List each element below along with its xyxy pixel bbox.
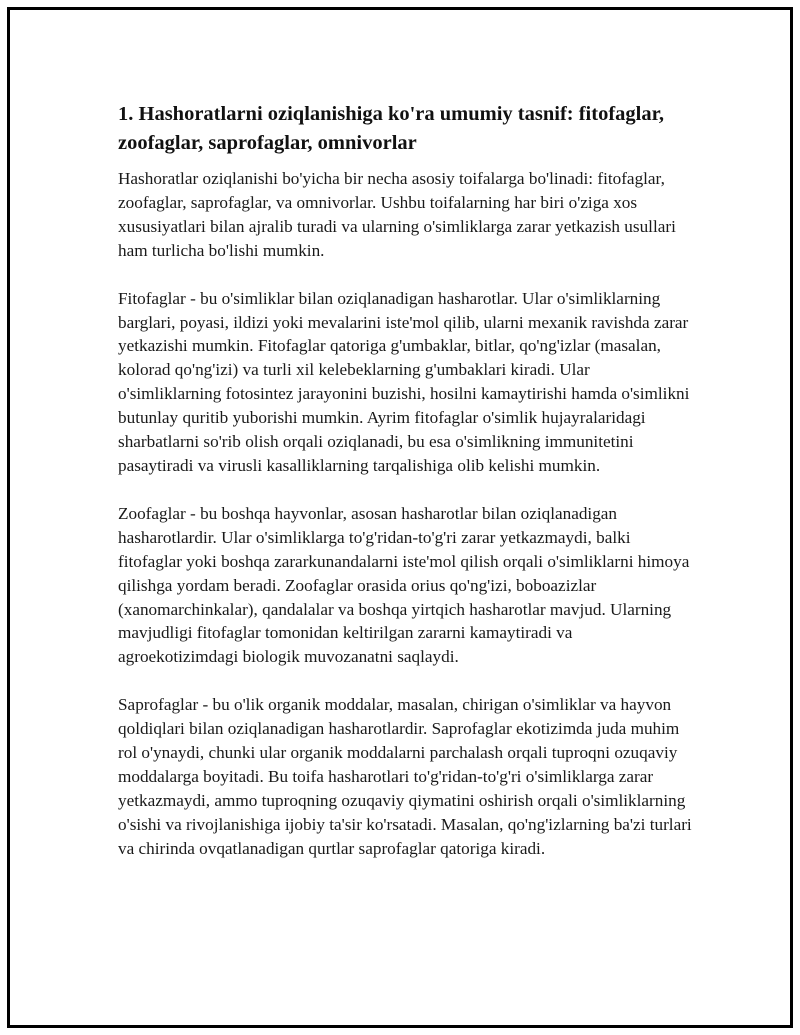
paragraph-fitofaglar: Fitofaglar - bu o'simliklar bilan oziqlanadigan hasharotlar. Ular o'simliklarning barglari, poyasi, ildizi yoki mevalarini iste'mol qilib, ularni mexanik ravishda zarar yetkazishi mumkin. Fitofaglar qatoriga g'umbaklar, bitlar, qo'ng'izlar (masalan, kolorad qo'ng'izi) va turli xil kelebeklarning g'umbaklari kiradi. Ular o'simliklarning fotosintez jarayonini buzishi, hosilni kamaytirishi hamda o'simlikni butunlay quritib yuborishi mumkin. Ayrim fitofaglar o'simlik hujayralaridagi sharbatlarni so'rib olish orqali oziqlanadi, bu esa o'simlikning immunitetini pasaytiradi va virusli kasalliklarning tarqalishiga olib kelishi mumkin. <box>118 288 690 475</box>
document-body <box>118 100 693 885</box>
page-frame <box>7 7 793 1028</box>
section-heading: 1. Hashoratlarni oziqlanishiga ko'ra umumiy tasnif: fitofaglar, zoofaglar, saprofaglar, omnivorlar <box>118 103 664 154</box>
paragraph-intro: Hashoratlar oziqlanishi bo'yicha bir necha asosiy toifalarga bo'linadi: fitofaglar, zoofaglar, saprofaglar, va omnivorlar. Ushbu toifalarning har biri o'ziga xos xususiyatlari bilan ajralib turadi va ularning o'simliklarga zarar yetkazish usullari ham turlicha bo'lishi mumkin. <box>118 169 676 260</box>
paragraph-saprofaglar: Saprofaglar - bu o'lik organik moddalar, masalan, chirigan o'simliklar va hayvon qoldiqlari bilan oziqlanadigan hasharotlardir. Saprofaglar ekotizimda juda muhim rol o'ynaydi, chunki ular organik moddalarni parchalash orqali tuproqni ozuqaviy moddalarga boyitadi. Bu toifa hasharotlari to'g'ridan-to'g'ri o'simliklarga zarar yetkazmaydi, ammo tuproqning ozuqaviy qiymatini oshirish orqali o'simliklarning o'sishi va rivojlanishiga ijobiy ta'sir ko'rsatadi. Masalan, qo'ng'izlarning ba'zi turlari va chirinda ovqatlanadigan qurtlar saprofaglar qatoriga kiradi. <box>118 695 692 858</box>
paragraph-zoofaglar: Zoofaglar - bu boshqa hayvonlar, asosan hasharotlar bilan oziqlanadigan hasharotlardir. Ular o'simliklarga to'g'ridan-to'g'ri zarar yetkazmaydi, balki fitofaglar yoki boshqa zararkunandalarni iste'mol qilish orqali o'simliklarni himoya qilishga yordam beradi. Zoofaglar orasida orius qo'ng'izi, boboazizlar (xanomarchinkalar), qandalalar va boshqa yirtqich hasharotlar mavjud. Ularning mavjudligi fitofaglar tomonidan keltirilgan zararni kamaytiradi va agroekotizimdagi biologik muvozanatni saqlaydi. <box>118 503 690 667</box>
